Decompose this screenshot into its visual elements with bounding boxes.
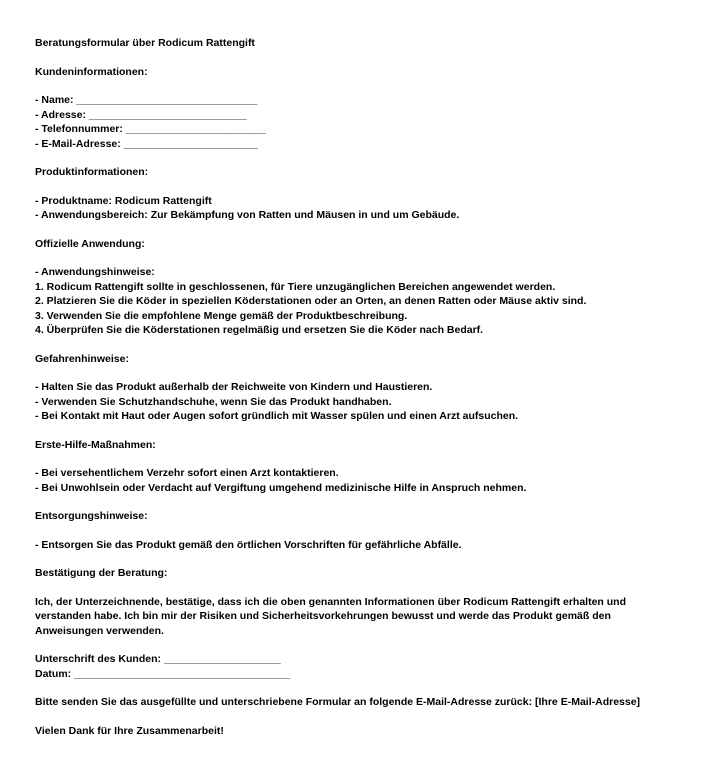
product-usage-area-line: - Anwendungsbereich: Zur Bekämpfung von Ratten und Mäusen in und um Gebäude. [35, 209, 460, 221]
confirmation-text-line-2: verstanden habe. Ich bin mir der Risiken und Sicherheitsvorkehrungen bewusst und werde das Produkt gemäß den [35, 610, 611, 622]
usage-step-4: 4. Überprüfen Sie die Köderstationen regelmäßig und ersetzen Sie die Köder nach Bedarf. [35, 324, 484, 336]
disposal-notes [35, 538, 678, 553]
product-info-lines [35, 194, 678, 223]
product-info-heading-block [35, 165, 678, 180]
disposal-heading-block [35, 509, 678, 524]
first-aid-heading-block [35, 438, 678, 453]
field-name-line: - Name: _______________________________ [35, 94, 258, 106]
hazards-heading: Gefahrenhinweise: [35, 352, 129, 365]
signature-line: Unterschrift des Kunden: ____________________ [35, 653, 281, 665]
product-name-line: - Produktname: Rodicum Rattengift [35, 194, 212, 207]
hazard-note-2: - Verwenden Sie Schutzhandschuhe, wenn Sie das Produkt handhaben. [35, 395, 392, 408]
product-info-heading: Produktinformationen: [35, 166, 149, 178]
confirmation-heading-block [35, 566, 678, 581]
usage-step-2: 2. Platzieren Sie die Köder in speziellen Köderstationen oder an Orten, an denen Ratten oder Mäuse aktiv sind. [35, 295, 587, 307]
hazard-note-3: - Bei Kontakt mit Haut oder Augen sofort gründlich mit Wasser spülen und einen Arzt aufsuchen. [35, 410, 519, 422]
confirmation-text [35, 595, 678, 639]
confirmation-heading: Bestätigung der Beratung: [35, 567, 168, 579]
disposal-heading: Entsorgungshinweise: [35, 510, 148, 522]
confirmation-text-line-3: Anweisungen verwenden. [35, 624, 164, 637]
customer-info-heading-block [35, 65, 678, 80]
hazard-note-1: - Halten Sie das Produkt außerhalb der Reichweite von Kindern und Haustieren. [35, 381, 433, 393]
hazards-heading-block [35, 352, 678, 367]
usage-notes-intro-line: - Anwendungshinweise: [35, 266, 155, 278]
closing-thanks: Vielen Dank für Ihre Zusammenarbeit! [35, 724, 224, 737]
usage-step-1: 1. Rodicum Rattengift sollte in geschlossenen, für Tiere unzugänglichen Bereichen angewendet werden. [35, 280, 556, 293]
first-aid-notes [35, 466, 678, 495]
field-telefonnummer-line: - Telefonnummer: ________________________ [35, 123, 266, 135]
title-block [35, 36, 678, 51]
usage-step-3: 3. Verwenden Sie die empfohlene Menge gemäß der Produktbeschreibung. [35, 309, 408, 322]
official-use-heading: Offizielle Anwendung: [35, 237, 145, 250]
customer-info-fields [35, 93, 678, 151]
return-instruction: Bitte senden Sie das ausgefüllte und unterschriebene Formular an folgende E-Mail-Adresse zurück: [Ihre E-Mail-Adresse] [35, 696, 641, 708]
form-title: Beratungsformular über Rodicum Rattengift [35, 37, 255, 49]
disposal-note-1: - Entsorgen Sie das Produkt gemäß den örtlichen Vorschriften für gefährliche Abfälle. [35, 538, 462, 551]
customer-info-heading: Kundeninformationen: [35, 65, 148, 78]
date-line: Datum: _____________________________________ [35, 667, 291, 680]
hazard-notes [35, 380, 678, 424]
return-instruction-block [35, 695, 678, 710]
closing-thanks-block [35, 724, 678, 739]
first-aid-heading: Erste-Hilfe-Maßnahmen: [35, 438, 156, 451]
field-email-line: - E-Mail-Adresse: _______________________ [35, 137, 258, 150]
official-use-heading-block [35, 237, 678, 252]
confirmation-text-line-1: Ich, der Unterzeichnende, bestätige, dass ich die oben genannten Informationen über Rodicum Rattengift erhalten und [35, 595, 626, 608]
usage-instructions [35, 265, 678, 338]
first-aid-note-1: - Bei versehentlichem Verzehr sofort einen Arzt kontaktieren. [35, 467, 339, 479]
field-adresse-line: - Adresse: ___________________________ [35, 108, 247, 121]
signature-fields [35, 652, 678, 681]
first-aid-note-2: - Bei Unwohlsein oder Verdacht auf Vergiftung umgehend medizinische Hilfe in Anspruch nehmen. [35, 481, 527, 494]
